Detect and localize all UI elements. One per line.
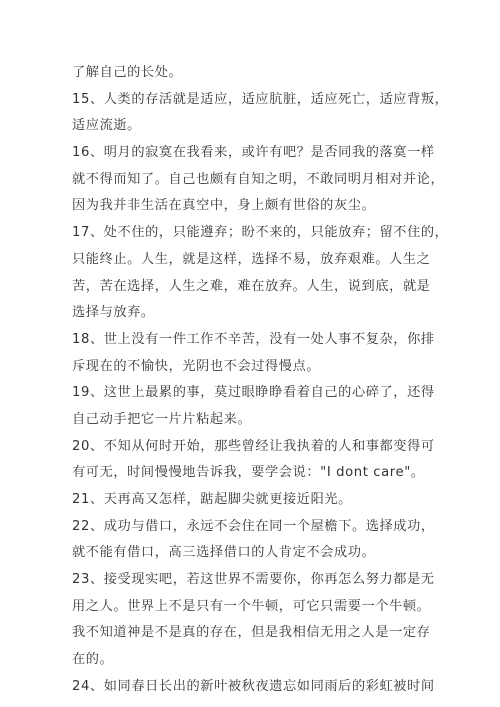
text-line: 19、这世上最累的事，莫过眼睁睁看着自己的心碎了，还得 [72,385,435,401]
text-line: 斥现在的不愉快，光阴也不会过得慢点。 [72,358,321,374]
text-line: 就不得而知了。自己也颇有自知之明，不敢同明月相对并论， [72,171,445,187]
text-line: 苦，苦在选择，人生之难，难在放弃。人生，说到底，就是 [72,278,431,294]
text-line: 22、成功与借口，永远不会住在同一个屋檐下。选择成功， [72,518,435,534]
text-line: 我不知道神是不是真的存在，但是我相信无用之人是一定存 [72,625,431,641]
text-line: 17、处不住的，只能遵弃；盼不来的，只能放弃；留不住的， [72,225,449,241]
text-line: 因为我并非生活在真空中，身上颇有世俗的灰尘。 [72,198,376,214]
text-line: 20、不知从何时开始，那些曾经让我执着的人和事都变得可 [72,438,435,454]
text-line: 只能终止。人生，就是这样，选择不易，放弃艰难。人生之 [72,251,431,267]
text-line: 用之人。世界上不是只有一个牛顿，可它只需要一个牛顿。 [72,598,431,614]
text-line: 自己动手把它一片片粘起来。 [72,411,252,427]
text-line: 24、如同春日长出的新叶被秋夜遗忘如同雨后的彩虹被时间 [72,678,435,694]
text-line: 16、明月的寂寞在我看来，或许有吧？是否同我的落寞一样 [72,145,435,161]
text-line: 就不能有借口，高三选择借口的人肯定不会成功。 [72,545,376,561]
text-line: 有可无，时间慢慢地告诉我，要学会说："I dont care"。 [72,465,425,481]
text-line: 15、人类的存活就是适应，适应肮脏，适应死亡，适应背叛， [72,91,449,107]
text-line: 在的。 [72,652,114,668]
text-line: 23、接受现实吧，若这世界不需要你，你再怎么努力都是无 [72,572,435,588]
document-body [72,60,449,701]
text-line: 选择与放弃。 [72,305,155,321]
text-line: 18、世上没有一件工作不辛苦，没有一处人事不复杂，你排 [72,331,435,347]
text-line: 21、天再高又怎样，踮起脚尖就更接近阳光。 [72,492,352,507]
text-line: 适应流逝。 [72,118,141,134]
text-line: 了解自己的长处。 [72,65,183,80]
